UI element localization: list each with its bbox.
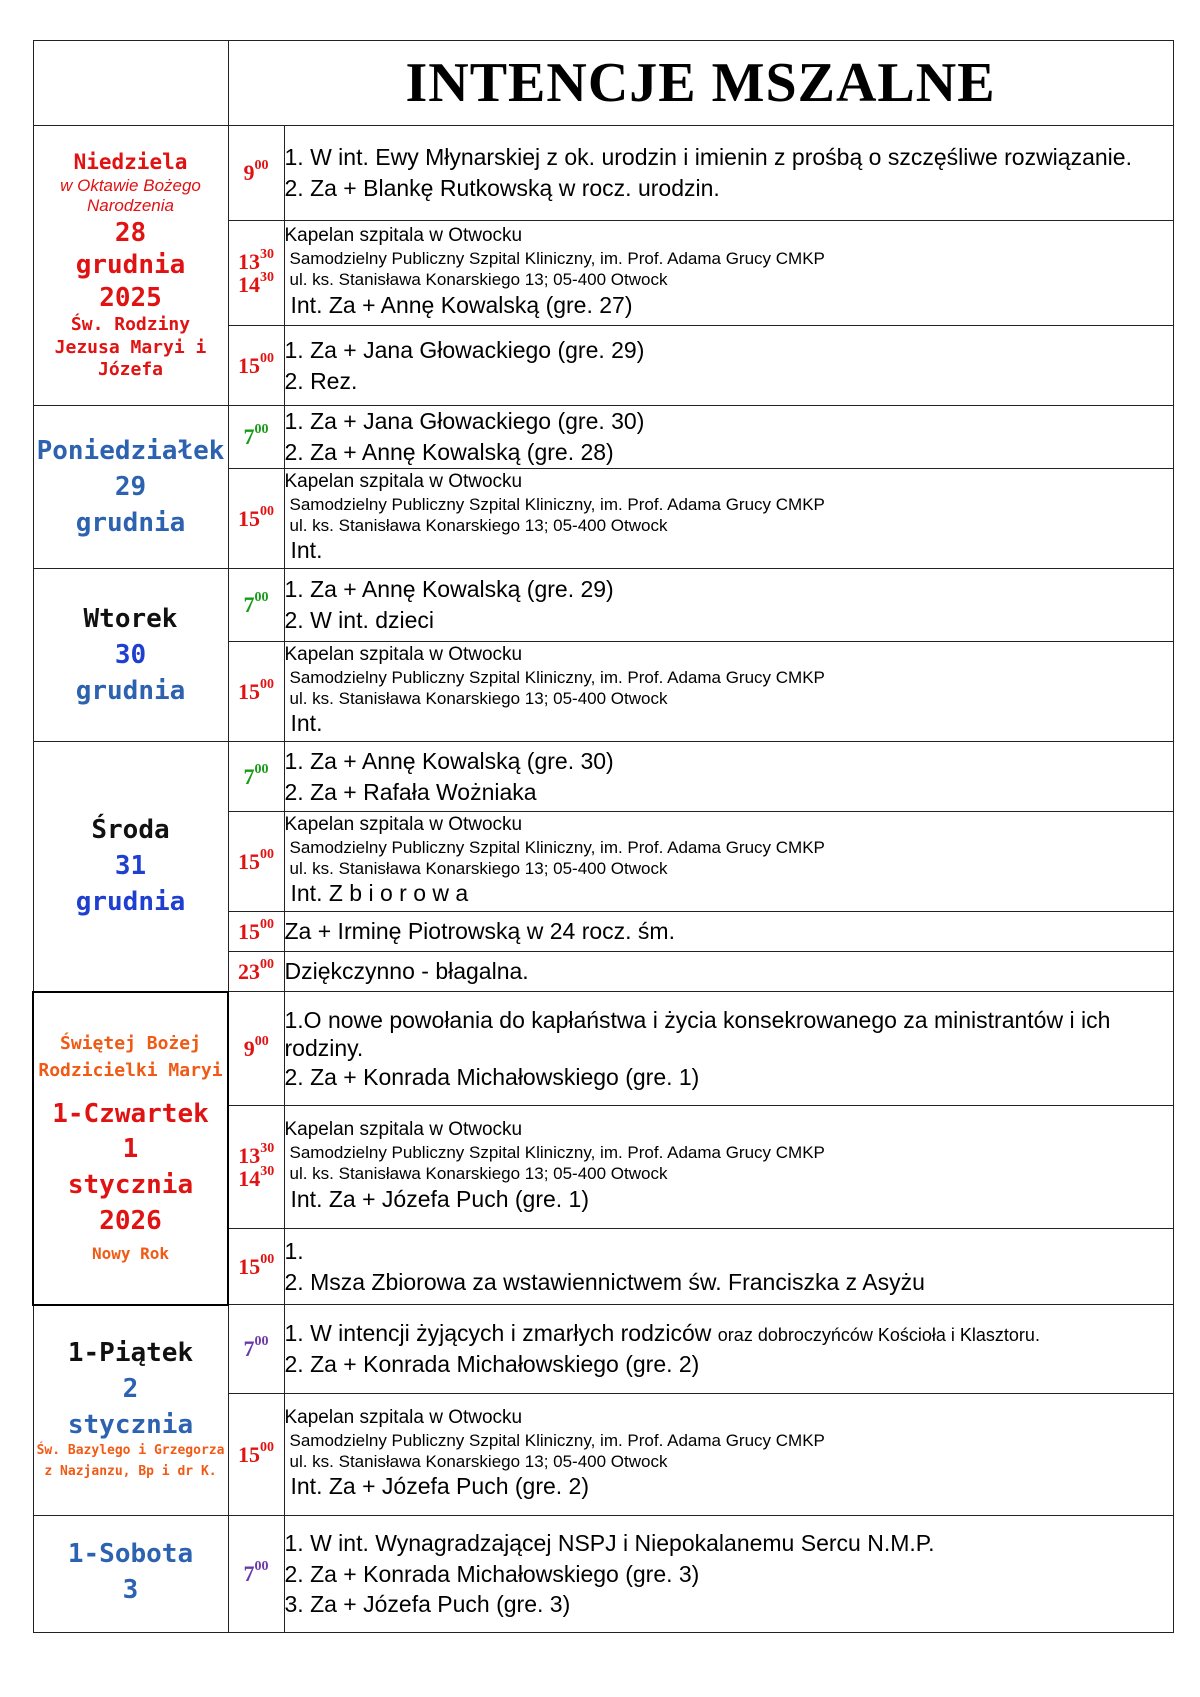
day-number: 2 — [122, 1373, 139, 1404]
hospital-mass-intention: Kapelan szpitala w Otwocku Samodzielny Publiczny Szpital Kliniczny, im. Prof. Adama Grucy CMKP ul. ks. Stanisława Konarskiego 13; 05-400 Otwock Int. Za + Annę Kowalską (gre. 27) — [284, 221, 1173, 326]
day-cell-wednesday — [33, 742, 228, 992]
day-name: 1-Sobota — [67, 1539, 194, 1570]
day-saint: Jezusa Maryi i — [54, 336, 207, 358]
day-feast: Świętej Bożej — [60, 1032, 201, 1054]
day-month: grudnia — [75, 886, 186, 917]
day-number: 3 — [122, 1574, 139, 1605]
mass-time: $15^{00}$ — [228, 912, 284, 952]
mass-row — [33, 569, 1173, 642]
day-year: 2025 — [99, 282, 162, 313]
mass-time: $7^{00}$ — [228, 569, 284, 642]
day-cell-sunday — [33, 126, 228, 406]
header-row — [33, 41, 1173, 126]
header-empty-cell — [33, 41, 228, 126]
day-saint: Św. Rodziny — [70, 314, 191, 336]
mass-row — [33, 1516, 1173, 1633]
day-saint: z Nazjanzu, Bp i dr K. — [44, 1464, 217, 1480]
day-cell-friday — [33, 1305, 228, 1516]
day-feast: w Oktawie Bożego — [60, 175, 201, 195]
day-month: grudnia — [75, 507, 186, 538]
hospital-mass-intention: Kapelan szpitala w Otwocku Samodzielny Publiczny Szpital Kliniczny, im. Prof. Adama Grucy CMKP ul. ks. Stanisława Konarskiego 13; 05-400 Otwock Int. — [284, 642, 1173, 742]
mass-time: $9^{00}$ — [228, 126, 284, 221]
day-feast: Rodzicielki Maryi — [38, 1059, 223, 1081]
day-name: Poniedziałek — [36, 436, 225, 466]
day-cell-saturday — [33, 1516, 228, 1633]
mass-row — [33, 406, 1173, 469]
mass-time: $15^{00}$ — [228, 1229, 284, 1305]
mass-intention: 1. Za + Annę Kowalską (gre. 30) 2. Za + Rafała Wożniaka — [284, 742, 1173, 812]
mass-intention: 1. 2. Msza Zbiorowa za wstawiennictwem św. Franciszka z Asyżu — [284, 1229, 1173, 1305]
mass-time: $15^{00}$ — [228, 469, 284, 569]
mass-time: $7^{00}$ — [228, 742, 284, 812]
day-cell-monday — [33, 406, 228, 569]
hospital-mass-intention: Kapelan szpitala w Otwocku Samodzielny Publiczny Szpital Kliniczny, im. Prof. Adama Grucy CMKP ul. ks. Stanisława Konarskiego 13; 05-400 Otwock Int. — [284, 469, 1173, 569]
day-name: 1-Czwartek — [52, 1098, 209, 1129]
mass-intention: 1. W int. Wynagradzającej NSPJ i Niepokalanemu Sercu N.M.P. 2. Za + Konrada Michałowskiego (gre. 3) 3. Za + Józefa Puch (gre. 3) — [284, 1516, 1173, 1633]
day-month: grudnia — [75, 675, 186, 706]
day-cell-thursday — [33, 992, 228, 1305]
mass-intention: 1. Za + Jana Głowackiego (gre. 30) 2. Za + Annę Kowalską (gre. 28) — [284, 406, 1173, 469]
page-title: INTENCJE MSZALNE — [228, 41, 1173, 126]
mass-row — [33, 1305, 1173, 1394]
day-cell-tuesday — [33, 569, 228, 742]
hospital-mass-intention: Kapelan szpitala w Otwocku Samodzielny Publiczny Szpital Kliniczny, im. Prof. Adama Grucy CMKP ul. ks. Stanisława Konarskiego 13; 05-400 Otwock Int. Za + Józefa Puch (gre. 1) — [284, 1106, 1173, 1229]
mass-intention: 1. Za + Annę Kowalską (gre. 29) 2. W int. dzieci — [284, 569, 1173, 642]
day-number: 29 — [114, 471, 147, 502]
day-number: 28 — [114, 217, 147, 248]
mass-intention: Dziękczynno - błagalna. — [284, 952, 1173, 992]
mass-time: $15^{00}$ — [228, 642, 284, 742]
mass-time: $15^{00}$ — [228, 326, 284, 406]
mass-intention: Za + Irminę Piotrowską w 24 rocz. śm. — [284, 912, 1173, 952]
day-feast: Narodzenia — [87, 196, 174, 216]
mass-intention: 1. Za + Jana Głowackiego (gre. 29) 2. Rez. — [284, 326, 1173, 406]
mass-time: $13^{30}$ $14^{30}$ — [228, 221, 284, 326]
mass-time: $7^{00}$ — [228, 1305, 284, 1394]
mass-intention: 1. W int. Ewy Młynarskiej z ok. urodzin i imienin z prośbą o szczęśliwe rozwiązanie. 2. Za + Blankę Rutkowską w rocz. urodzin. — [284, 126, 1173, 221]
mass-row — [33, 992, 1173, 1106]
day-number: 1 — [122, 1134, 139, 1165]
hospital-mass-intention: Kapelan szpitala w Otwocku Samodzielny Publiczny Szpital Kliniczny, im. Prof. Adama Grucy CMKP ul. ks. Stanisława Konarskiego 13; 05-400 Otwock Int. Z b i o r o w a — [284, 812, 1173, 912]
mass-time: $15^{00}$ — [228, 812, 284, 912]
day-name: Środa — [91, 815, 170, 846]
day-year: 2026 — [99, 1205, 162, 1236]
mass-row — [33, 742, 1173, 812]
mass-intention: 1. W intencji żyjących i zmarłych rodziców oraz dobroczyńców Kościoła i Klasztoru. 2. Za + Konrada Michałowskiego (gre. 2) — [284, 1305, 1173, 1394]
mass-time: $13^{30}$ $14^{30}$ — [228, 1106, 284, 1229]
day-name: Wtorek — [83, 604, 178, 634]
day-month: grudnia — [75, 250, 186, 281]
day-number: 31 — [114, 850, 147, 881]
day-month: stycznia — [67, 1409, 194, 1440]
day-name: Niedziela — [73, 150, 188, 175]
day-name: 1-Piątek — [67, 1338, 194, 1369]
mass-intentions-table — [32, 40, 1174, 1633]
mass-time: $15^{00}$ — [228, 1394, 284, 1516]
day-month: stycznia — [67, 1170, 194, 1201]
hospital-mass-intention: Kapelan szpitala w Otwocku Samodzielny Publiczny Szpital Kliniczny, im. Prof. Adama Grucy CMKP ul. ks. Stanisława Konarskiego 13; 05-400 Otwock Int. Za + Józefa Puch (gre. 2) — [284, 1394, 1173, 1516]
mass-time: $9^{00}$ — [228, 992, 284, 1106]
day-number: 30 — [114, 639, 147, 670]
day-saint: Św. Bazylego i Grzegorza — [36, 1443, 225, 1459]
mass-time: $7^{00}$ — [228, 406, 284, 469]
day-saint: Józefa — [97, 359, 164, 381]
mass-row — [33, 126, 1173, 221]
mass-time: $23^{00}$ — [228, 952, 284, 992]
mass-intention: 1.O nowe powołania do kapłaństwa i życia konsekrowanego za ministrantów i ich rodziny. 2. Za + Konrada Michałowskiego (gre. 1) — [284, 992, 1173, 1106]
day-note: Nowy Rok — [91, 1243, 170, 1263]
mass-time: $7^{00}$ — [228, 1516, 284, 1633]
